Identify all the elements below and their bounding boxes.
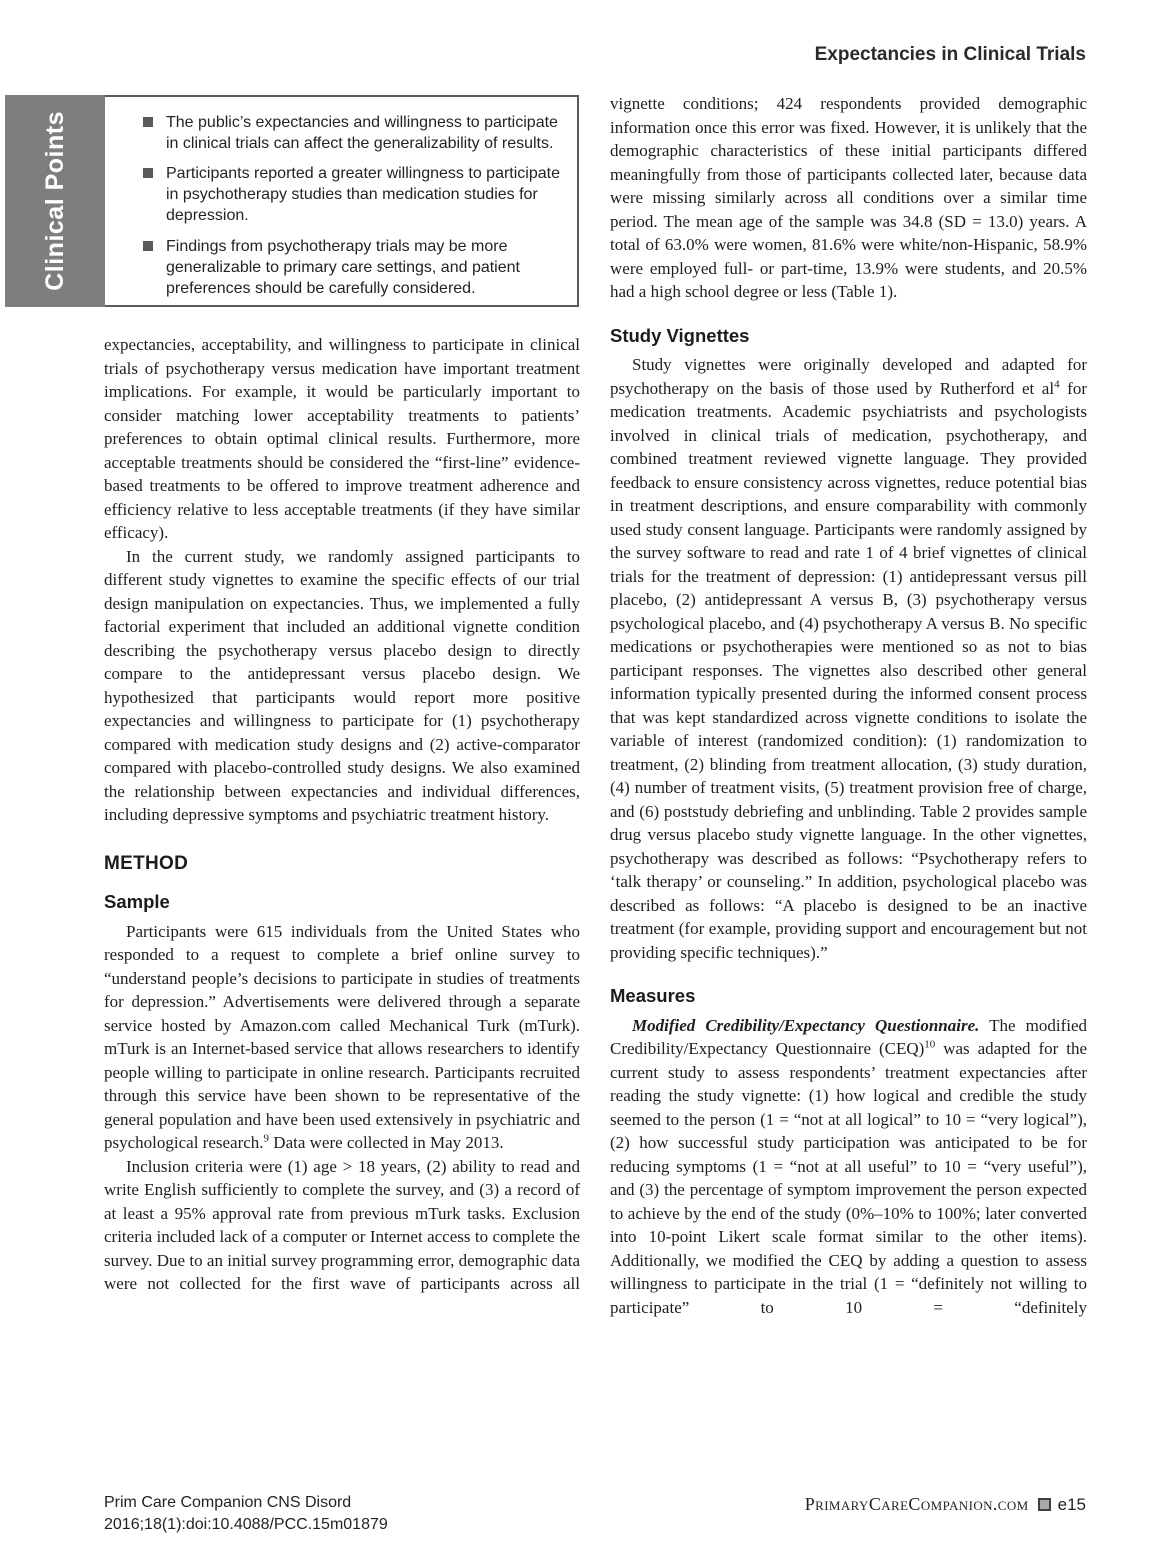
paragraph [610, 1014, 1087, 1320]
journal-name: Prim Care Companion CNS Disord [104, 1494, 352, 1511]
paragraph-text: Data were collected in May 2013. [269, 1133, 504, 1152]
bullet-square-icon [143, 168, 153, 178]
page-footer [104, 1492, 1086, 1537]
reference-superscript: 9 [263, 1132, 270, 1145]
paragraph-text: for medication treatments. Academic psychiatrists and psychologists involved in clinical trials of medication, psychotherapy, and combined treatment reviewed vignette language. They provided feedback to ensure consistency across vignettes, reduce potential bias in treatment descriptions, and ensure comparability with commonly used study consent language. Participants were randomly assigned by the survey software to read and rate 1 of 4 brief vignettes of clinical trials for the treatment of depression: (1) antidepressant versus pill placebo, (2) antidepressant A versus B, (3) psychotherapy versus psychological placebo, and (4) psychotherapy A versus B. No specific medications or psychotherapies were mentioned so as not to bias participant responses. The vignettes also described other general information typically presented during the informed consent process that was kept standardized across vignette conditions to isolate the variable of interest (randomized condition): (1) randomization to treatment, (2) blinding from treatment allocation, (3) study duration, (4) number of treatment visits, (5) treatment provision free of charge, and (6) poststudy debriefing and unblinding. Table 2 provides sample drug versus placebo study vignette language. In the other vignettes, psychotherapy was described as follows: “Psychotherapy refers to ‘talk therapy’ or counseling.” In addition, psychological placebo was described as follows: “A placebo is designed to be an inactive treatment (for example, providing support and encouragement but not providing specific techniques).” [610, 378, 1087, 962]
page-number: e15 [1057, 1494, 1086, 1514]
left-column [104, 333, 580, 1296]
clinical-point-item [143, 163, 563, 226]
subsection-heading-sample: Sample [104, 891, 170, 912]
paragraph-text: Participants were 615 individuals from the United States who responded to a request to complete a brief online survey to “understand people’s decisions to participate in studies of treatments for depression.” Advertisements were delivered through a separate service hosted by Amazon.com called Mechanical Turk (mTurk). mTurk is an Internet-based service that allows researchers to identify people willing to participate in online research. Participants recruited through this service have been shown to be representative of the general population and have been used extensively in psychiatric and psychological research. [104, 921, 580, 1152]
clinical-points-box [5, 95, 579, 307]
reference-superscript: 4 [1054, 377, 1060, 390]
paragraph [610, 353, 1087, 964]
clinical-point-text: The public’s expectancies and willingness to participate in clinical trials can affect the generalizability of results. [166, 114, 558, 153]
clinical-points-sidebar [5, 95, 105, 307]
run-in-heading: Modified Credibility/Expectancy Questionnaire. [632, 1015, 980, 1035]
bullet-square-icon [143, 241, 153, 251]
right-column [610, 92, 1087, 1319]
running-head: Expectancies in Clinical Trials [814, 44, 1086, 65]
clinical-point-item [143, 236, 563, 299]
section-heading-method: METHOD [104, 852, 189, 874]
paragraph-text: The modified Credibility/Expectancy Questionnaire (CEQ) [610, 1015, 1088, 1058]
clinical-points-content [105, 95, 579, 307]
paragraph: expectancies, acceptability, and willingness to participate in clinical trials of psychotherapy versus medication have important treatment implications. For example, it would be particularly important to consider matching lower acceptability treatments to patients’ preferences to obtain optimal clinical results. Furthermore, more acceptable treatments should be considered the “first-line” evidence-based treatments to be offered to improve treatment adherence and efficiency relative to less acceptable treatments (if they have similar efficacy). [104, 335, 580, 542]
clinical-point-item [143, 112, 563, 154]
square-icon [1038, 1498, 1051, 1511]
bullet-square-icon [143, 117, 153, 127]
website-name: PrimaryCareCompanion.com [804, 1494, 1029, 1514]
journal-citation [104, 1492, 388, 1537]
paragraph: vignette conditions; 424 respondents provided demographic information once this error was fixed. However, it is unlikely that the demographic characteristics of these initial participants differed meaningfully from those of participants collected later, because data were missing similarly across all conditions over a similar time period. The mean age of the sample was 34.8 (SD = 13.0) years. A total of 63.0% were women, 81.6% were white/non-Hispanic, 58.9% were employed full- or part-time, 13.9% were students, and 20.5% had a high school degree or less (Table 1). [610, 94, 1087, 301]
subsection-heading-study-vignettes: Study Vignettes [610, 324, 750, 346]
paragraph-text: was adapted for the current study to assess respondents’ treatment expectancies after reading the study vignette: (1) how logical and credible the study seemed to the person (1 = “not at all logical” to 10 = “very logical”), (2) how successful study participation was anticipated to be for reducing symptoms (1 = “not at all useful” to 10 = “very useful”), and (3) the percentage of symptom improvement the person expected to achieve by the end of the study (0%–10% to 100%; later converted into 10-point Likert scale format similar to the other items). Additionally, we modified the CEQ by adding a question to assess willingness to participate in the trial (1 = “definitely not willing to participate” to 10 = “definitely [610, 1039, 1088, 1317]
doi-citation: 2016;18(1):doi:10.4088/PCC.15m01879 [104, 1516, 388, 1534]
clinical-point-text: Findings from psychotherapy trials may be more generalizable to primary care settings, and patient preferences should be carefully considered. [166, 237, 520, 297]
paragraph: In the current study, we randomly assigned participants to different study vignettes to examine the specific effects of our trial design manipulation on expectancies. Thus, we implemented a fully factorial experiment that included an additional vignette condition describing the psychotherapy versus placebo design to directly compare to the antidepressant versus placebo design. We hypothesized that participants would report more positive expectancies and willingness to participate for (1) psychotherapy compared with medication study designs and (2) active-comparator compared with placebo-controlled study designs. We also examined the relationship between expectancies and individual differences, including depressive symptoms and psychiatric treatment history. [104, 546, 580, 824]
paragraph [104, 920, 580, 1155]
paragraph-text: Study vignettes were originally developed and adapted for psychotherapy on the basis of those used by Rutherford et al [610, 355, 1087, 398]
paragraph: Inclusion criteria were (1) age > 18 years, (2) ability to read and write English sufficiently to complete the survey, and (3) a record of at least a 95% approval rate from previous mTurk tasks. Exclusion criteria included lack of a computer or Internet access to complete the survey. Due to an initial survey programming error, demographic data were not collected for the first wave of participants across all [104, 1156, 580, 1293]
footer-site-block [805, 1494, 1086, 1515]
clinical-points-label: Clinical Points [40, 111, 69, 291]
clinical-point-text: Participants reported a greater willingness to participate in psychotherapy studies than medication studies for depression. [166, 165, 560, 225]
reference-superscript: 10 [924, 1038, 936, 1051]
subsection-heading-measures: Measures [610, 985, 696, 1006]
